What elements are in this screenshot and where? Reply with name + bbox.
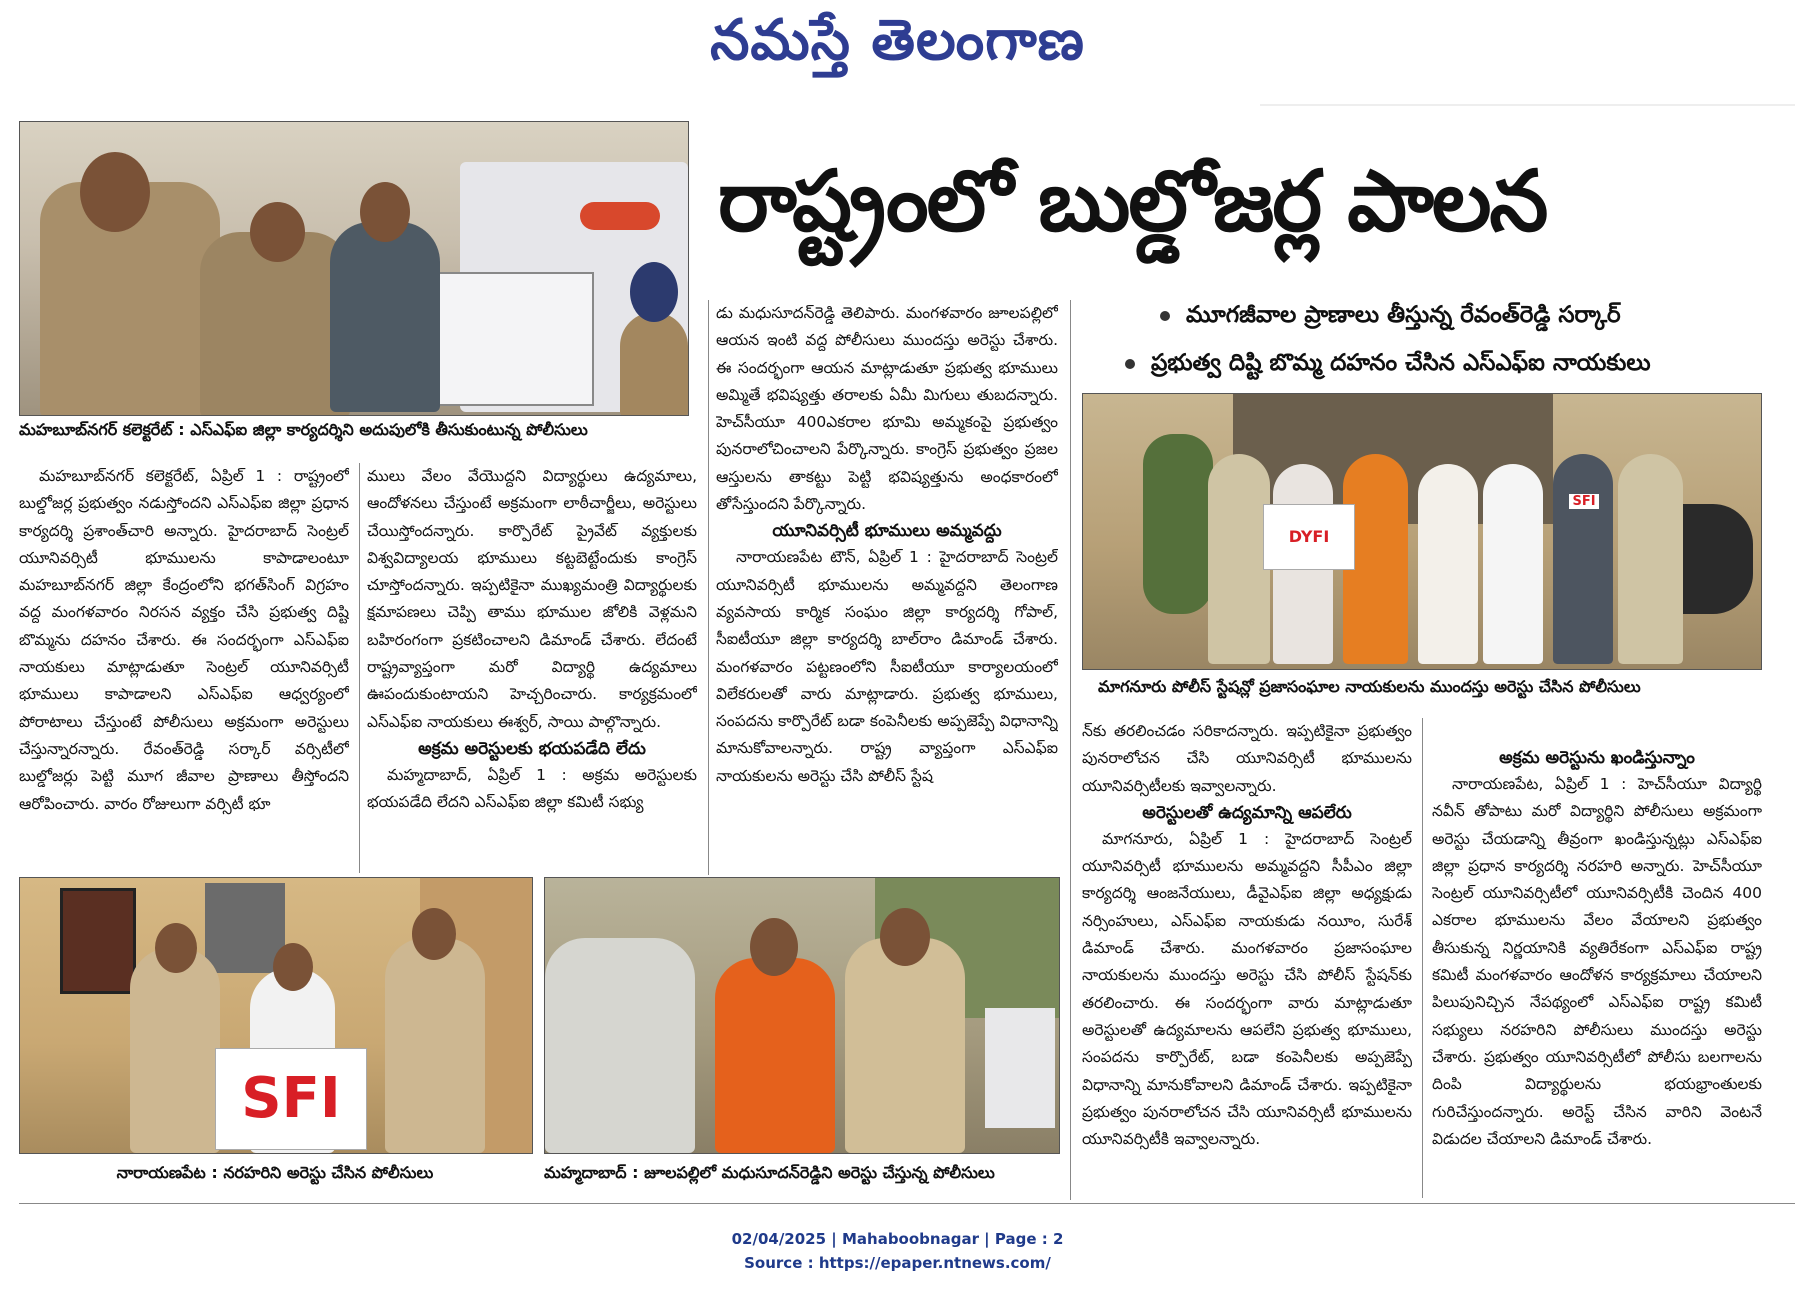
dyfi-flag: DYFI [1263, 504, 1355, 570]
photo-maganur-police-station [1082, 393, 1762, 670]
bullet-dot-icon [1125, 359, 1135, 369]
article-subheading: యూనివర్సిటీ భూములు అమ్మవద్దు [772, 521, 1002, 542]
article-text: నారాయణపేట, ఏప్రిల్ 1 : హెచ్‌సీయూ విద్యార్థి నవీన్ తోపాటు మరో విద్యార్థిని పోలీసులు అక్రమంగా అరెస్టు చేయడాన్ని తీవ్రంగా ఖండిస్తున్నట్లు ఎస్‌ఎఫ్ఐ జిల్లా ప్రధాన కార్యదర్శి నరహరి అన్నారు. హెచ్‌సీయూ సెంట్రల్ యూనివర్సిటీలో యూనివర్సిటీకి చెందిన 400 ఎకరాల భూములను వేలం వేయాలని ప్రభుత్వం తీసుకున్న నిర్ణయానికి వ్యతిరేకంగా ఎస్‌ఎఫ్ఐ రాష్ట్ర కమిటీ మంగళవారం ఆందోళన కార్యక్రమాలు చేయాలని పిలుపునిచ్చిన నేపథ్యంలో ఎస్‌ఎఫ్ఐ రాష్ట్ర కమిటీ సభ్యులు నరహరిని పోలీసులు ముందస్తు అరెస్టు చేశారు. ప్రభుత్వం యూనివర్సిటీలో పోలీసు బలగాలను దింపి విద్యార్థులను భయభ్రాంతులకు గురిచేస్తుందన్నారు. అరెస్ట్ చేసిన వారిని వెంటనే విడుదల చేయాలని డిమాండ్ చేశారు. [1432, 775, 1762, 1148]
article-subheading: అక్రమ అరెస్టును ఖండిస్తున్నాం [1499, 748, 1695, 768]
main-headline: రాష్ట్రంలో బుల్డోజర్ల పాలన [718, 152, 1547, 250]
article-column [716, 300, 1058, 875]
sfi-sash: SFI [1569, 494, 1599, 509]
column-divider [359, 463, 360, 873]
masthead-rule [1260, 104, 1795, 106]
article-text: మహ్మదాబాద్, ఏప్రిల్ 1 : అక్రమ అరెస్టులకు భయపడేది లేదని ఎస్‌ఎఫ్ఐ జిల్లా కమిటీ సభ్యు [367, 765, 697, 812]
photo-caption: మాగనూరు పోలీస్ స్టేషన్లో ప్రజాసంఘాల నాయకులను ముందస్తు అరెస్టు చేసిన పోలీసులు [1098, 677, 1641, 696]
photo-narayanpet-arrest [19, 877, 533, 1154]
footer-source-link[interactable]: Source : https://epaper.ntnews.com/ [744, 1254, 1051, 1272]
photo-mahmadabad-arrest [544, 877, 1060, 1154]
article-text: ములు వేలం వేయొద్దని విద్యార్థులు ఉద్యమాలు, ఆందోళనలు చేస్తుంటే అక్రమంగా లాఠీచార్జీలు, అరెస్టులు చేయిస్తోందన్నారు. కార్పొరేట్ ప్రైవేట్ వ్యక్తులకు విశ్వవిద్యాలయ భూములు కట్టబెట్టేందుకు కాంగ్రెస్ చూస్తోందన్నారు. ఇప్పటికైనా ముఖ్యమంత్రి విద్యార్థులకు క్షమాపణలు చెప్పి తాము భూముల జోలికి వెళ్లమని బహిరంగంగా ప్రకటించాలని డిమాండ్ చేశారు. లేదంటే రాష్ట్రవ్యాప్తంగా మరో విద్యార్థి ఉద్యమాలు ఊపందుకుంటాయని హెచ్చరించారు. కార్యక్రమంలో ఎస్‌ఎఫ్ఐ నాయకులు ఈశ్వర్, సాయి పాల్గొన్నారు. [367, 467, 697, 731]
sfi-banner: SFI [215, 1048, 367, 1150]
page-bottom-rule [19, 1203, 1795, 1204]
bullet-item: మూగజీవాల ప్రాణాలు తీస్తున్న రేవంత్‌రెడ్డి సర్కార్ [1160, 302, 1621, 334]
photo-caption: మహ్మదాబాద్ : జూలపల్లిలో మధుసూదన్‌రెడ్డిని అరెస్టు చేస్తున్న పోలీసులు [544, 1163, 995, 1182]
article-text: మాగనూరు, ఏప్రిల్ 1 : హైదరాబాద్ సెంట్రల్ యూనివర్సిటీ భూములను అమ్మవద్దని సీపీఎం జిల్లా కార్యదర్శి ఆంజనేయులు, డీవైఎఫ్ఐ జిల్లా అధ్యక్షుడు నర్సింహులు, ఎస్‌ఎఫ్ఐ నాయకుడు నయీం, సురేశ్ డిమాండ్ చేశారు. మంగళవారం ప్రజాసంఘాల నాయకులను ముందస్తు అరెస్టు చేసి పోలీస్ స్టేషన్‌కు తరలించారు. ఈ సందర్భంగా వారు మాట్లాడుతూ అరెస్టులతో ఉద్యమాలను ఆపలేని ప్రభుత్వ భూములు, సంపదను కార్పొరేట్, బడా కంపెనీలకు అప్పజెప్పే విధానాన్ని మానుకోవాలని డిమాండ్ చేశారు. ఇప్పటికైనా ప్రభుత్వం పునరాలోచన చేసి యూనివర్సిటీ భూములను యూనివర్సిటీకి ఇవ్వాలన్నారు. [1082, 829, 1412, 1149]
article-subheading: అరెస్టులతో ఉద్యమాన్ని ఆపలేరు [1142, 802, 1352, 823]
footer-date-edition: 02/04/2025 | Mahaboobnagar | Page : 2 [731, 1230, 1064, 1248]
photo-caption: నారాయణపేట : నరహరిని అరెస్టు చేసిన పోలీసులు [116, 1163, 434, 1182]
article-text: డు మధుసూదన్‌రెడ్డి తెలిపారు. మంగళవారం జూలపల్లిలో ఆయన ఇంటి వద్ద పోలీసులు ముందస్తు అరెస్టు చేశారు. ఈ సందర్భంగా ఆయన మాట్లాడుతూ ప్రభుత్వ భూములు అమ్మితే భవిష్యత్తు తరాలకు ఏమీ మిగులు తుబదన్నారు. హెచ్‌సీయూ 400ఎకరాల భూమి అమ్మకంపై ప్రభుత్వం పునరాలోచించాలని పేర్కొన్నారు. కాంగ్రెస్ ప్రభుత్వం ప్రజల ఆస్తులను తాకట్టు పెట్టి భవిష్యత్తును అంధకారంలో తోసేస్తుందని పేర్కొన్నారు. [716, 304, 1058, 514]
column-divider [1422, 718, 1423, 1198]
article-column [1082, 718, 1412, 1188]
bullet-dot-icon [1160, 311, 1170, 321]
article-text: నారాయణపేట టౌన్, ఏప్రిల్ 1 : హైదరాబాద్ సెంట్రల్ యూనివర్సిటీ భూములను అమ్మవద్దని తెలంగాణ వ్యవసాయ కార్మిక సంఘం జిల్లా కార్యదర్శి గోపాల్, సీఐటీయూ జిల్లా కార్యదర్శి బాల్‌రాం డిమాండ్ చేశారు. మంగళవారం పట్టణంలోని సీఐటీయూ కార్యాలయంలో విలేకరులతో వారు మాట్లాడారు. ప్రభుత్వ భూములు, సంపదను కార్పొరేట్ బడా కంపెనీలకు అప్పజెప్పే విధానాన్ని మానుకోవాలన్నారు. రాష్ట్ర వ్యాప్తంగా ఎస్‌ఎఫ్ఐ నాయకులను అరెస్టు చేసి పోలీస్ స్టేష [716, 548, 1058, 785]
article-column [1432, 745, 1762, 1190]
photo-caption: మహబూబ్‌నగర్ కలెక్టరేట్ : ఎస్‌ఎఫ్ఐ జిల్లా కార్యదర్శిని అదుపులోకి తీసుకుంటున్న పోలీసులు [19, 420, 588, 439]
article-column [19, 463, 349, 873]
column-divider [1070, 300, 1071, 1200]
column-divider [708, 300, 709, 875]
bullet-item: ప్రభుత్వ దిష్టి బొమ్మ దహనం చేసిన ఎస్‌ఎఫ్ఐ నాయకులు [1125, 350, 1651, 382]
article-text: మహబూబ్‌నగర్ కలెక్టరేట్, ఏప్రిల్ 1 : రాష్ట్రంలో బుల్డోజర్ల ప్రభుత్వం నడుస్తోందని ఎస్‌ఎఫ్ఐ జిల్లా ప్రధాన కార్యదర్శి ప్రశాంత్‌చారి అన్నారు. హైదరాబాద్ సెంట్రల్ యూనివర్సిటీ భూములను కాపాడాలంటూ మహబూబ్‌నగర్ జిల్లా కేంద్రంలోని భగత్‌సింగ్ విగ్రహం వద్ద మంగళవారం నిరసన వ్యక్తం చేసి ప్రభుత్వ దిష్టి బొమ్మను దహనం చేశారు. ఈ సందర్భంగా ఎస్‌ఎఫ్ఐ నాయకులు మాట్లాడుతూ సెంట్రల్ యూనివర్సిటీ భూములు కాపాడాలని ఎస్‌ఎఫ్ఐ ఆధ్వర్యంలో పోరాటాలు చేస్తుంటే పోలీసులు అక్రమంగా అరెస్టులు చేస్తున్నారన్నారు. రేవంత్‌రెడ్డి సర్కార్ వర్సిటీలో బుల్డోజర్లు పెట్టి మూగ జీవాల ప్రాణాలు తీస్తోందని ఆరోపించారు. వారం రోజులుగా వర్సిటీ భూ [19, 467, 349, 813]
article-text: న్‌కు తరలించడం సరికాదన్నారు. ఇప్పటికైనా ప్రభుత్వం పునరాలోచన చేసి యూనివర్సిటీ భూములను యూనివర్సిటీలకు ఇవ్వాలన్నారు. [1082, 722, 1412, 795]
photo-collectorate-arrest [19, 121, 689, 416]
article-column [367, 463, 697, 873]
article-subheading: అక్రమ అరెస్టులకు భయపడేది లేదు [418, 738, 646, 759]
masthead-title: నమస్తే తెలంగాణ [710, 8, 1085, 73]
